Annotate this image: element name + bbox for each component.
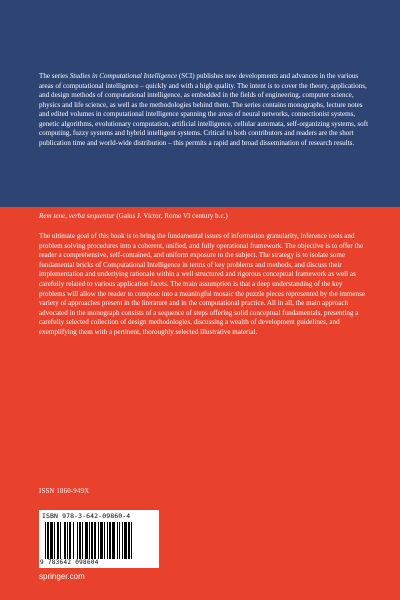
- barcode-digits: 9 783642 098604: [40, 559, 99, 566]
- motto-quote: Rem tene, verba sequentur: [39, 212, 115, 220]
- publisher-url: springer.com: [39, 572, 85, 581]
- motto-attribution: (Gaius J. Victor, Rome VI century b.c.): [114, 212, 228, 220]
- series-description: [39, 72, 369, 148]
- isbn-label: ISBN 978-3-642-09860-4: [42, 512, 131, 520]
- issn-label: ISSN 1860-949X: [39, 488, 90, 495]
- series-name: Studies in Computational Intelligence: [69, 72, 178, 80]
- series-intro-prefix: The series: [39, 72, 70, 80]
- barcode-icon: [45, 522, 153, 559]
- series-intro-rest: (SCI) publishes new developments and advances in the various areas of computational intelligence – quickly and with a high quality. The intent is to cover the theory, applications, and design methods of computational intelligence, as embedded in the fields of engineering, computer science, physics and life science, as well as the methodologies behind them. The series contains monographs, lecture notes and edited volumes in computational intelligence spanning the areas of neural networks, connectionist systems, genetic algorithms, evolutionary computation, artificial intelligence, cellular automata, self-organizing systems, soft computing, fuzzy systems and hybrid intelligent systems. Critical to both contributors and readers are the short publication time and world-wide distribution – this permits a rapid and broad dissemination of research results.: [39, 72, 369, 147]
- barcode-box: [39, 510, 159, 568]
- motto: [39, 212, 369, 222]
- book-description: The ultimate goal of this book is to bring the fundamental issues of information granularity, inference tools and problem solving procedures into a coherent, unified, and fully operational framework. The objective is to offer the reader a comprehensive, self-contained, and uniform exposure to the subject. The strategy is to isolate some fundamental bricks of Computational Intelligence in terms of key problems and methods, and discuss their implementation and underlying rationale within a well structured and rigorous conceptual framework as well as carefully related to various application facets. The main assumption is that a deep understanding of the key problems will allow the reader to compose into a meaningful mosaic the puzzle pieces represented by the immense variety of approaches present in the literature and in the computational practice. All in all, the main approach advocated in the monograph consists of a sequence of steps offering solid conceptual fundamentals, presenting a carefully selected collection of design methodologies, discussing a wealth of development guidelines, and exemplifying them with a pertinent, thoroughly selected illustrative material.: [39, 232, 366, 336]
